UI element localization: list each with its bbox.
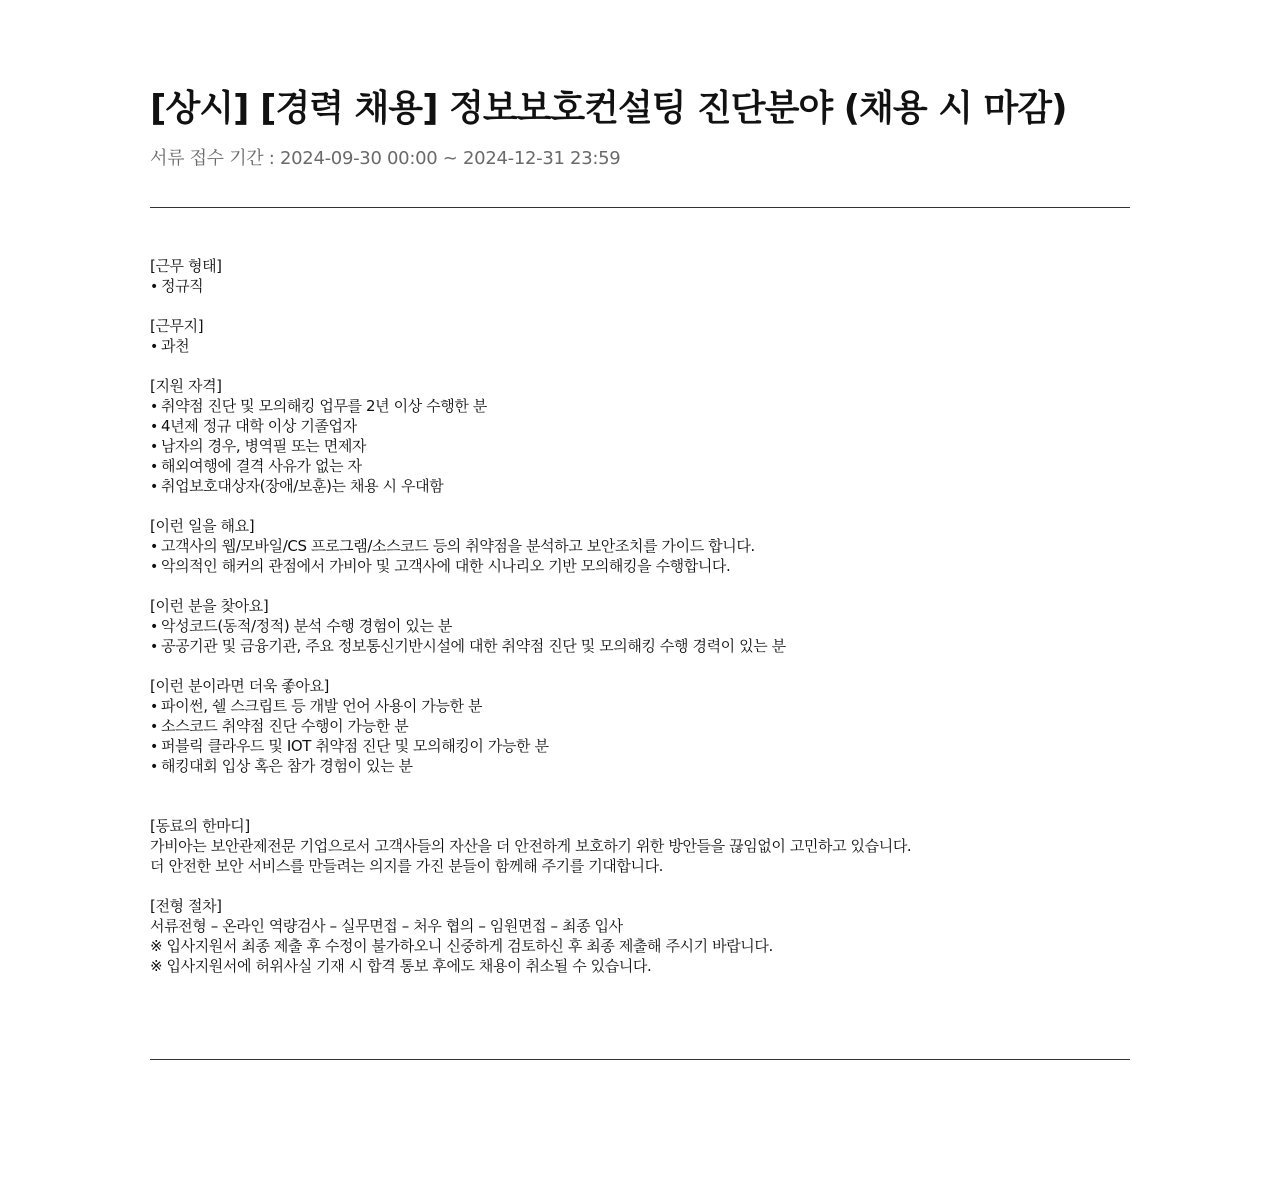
section-heading: [근무지] <box>150 317 204 335</box>
list-item: • 퍼블릭 클라우드 및 IOT 취약점 진단 및 모의해킹이 가능한 분 <box>150 736 1130 756</box>
list-item: • 해외여행에 결격 사유가 없는 자 <box>150 456 1130 476</box>
list-item: • 악의적인 해커의 관점에서 가비아 및 고객사에 대한 시나리오 기반 모의해킹을 수행합니다. <box>150 556 1130 576</box>
list-item: • 4년제 정규 대학 이상 기졸업자 <box>150 416 1130 436</box>
list-item: • 공공기관 및 금융기관, 주요 정보통신기반시설에 대한 취약점 진단 및 모의해킹 수행 경력이 있는 분 <box>150 636 1130 656</box>
section-work-type <box>150 256 1130 296</box>
list-item: • 소스코드 취약점 진단 수행이 가능한 분 <box>150 716 1130 736</box>
list-item: • 해킹대회 입상 혹은 참가 경험이 있는 분 <box>150 756 1130 776</box>
list-item: • 정규직 <box>150 276 1130 296</box>
list-item: • 과천 <box>150 336 1130 356</box>
list-item: • 취업보호대상자(장애/보훈)는 채용 시 우대함 <box>150 476 1130 496</box>
list-item: • 남자의 경우, 병역필 또는 면제자 <box>150 436 1130 456</box>
section-heading: [지원 자격] <box>150 377 222 395</box>
paragraph-line: 서류전형 – 온라인 역량검사 – 실무면접 – 처우 협의 – 임원면접 – 최종 입사 <box>150 917 623 935</box>
application-period: 서류 접수 기간 : 2024-09-30 00:00 ~ 2024-12-31 23:59 <box>150 148 621 169</box>
top-divider <box>150 207 1130 208</box>
section-heading: [근무 형태] <box>150 257 222 275</box>
bottom-divider <box>150 1059 1130 1060</box>
paragraph-line: 가비아는 보안관제전문 기업으로서 고객사들의 자산을 더 안전하게 보호하기 위한 방안들을 끊임없이 고민하고 있습니다. <box>150 837 912 855</box>
section-colleague-message <box>150 816 1130 876</box>
page-title: [상시] [경력 채용] 정보보호컨설팅 진단분야 (채용 시 마감) <box>150 88 1067 129</box>
list-item: • 파이썬, 쉘 스크립트 등 개발 언어 사용이 가능한 분 <box>150 696 1130 716</box>
notice-line: ※ 입사지원서에 허위사실 기재 시 합격 통보 후에도 채용이 취소될 수 있습니다. <box>150 957 652 975</box>
section-requirements <box>150 596 1130 656</box>
section-preferred <box>150 676 1130 776</box>
section-heading: [이런 분이라면 더욱 좋아요] <box>150 677 329 695</box>
list-item: • 악성코드(동적/정적) 분석 수행 경험이 있는 분 <box>150 616 1130 636</box>
list-item: • 고객사의 웹/모바일/CS 프로그램/소스코드 등의 취약점을 분석하고 보안조치를 가이드 합니다. <box>150 536 1130 556</box>
notice-line: ※ 입사지원서 최종 제출 후 수정이 불가하오니 신중하게 검토하신 후 최종 제출해 주시기 바랍니다. <box>150 937 773 955</box>
section-hiring-process <box>150 896 1130 976</box>
section-heading: [전형 절차] <box>150 897 222 915</box>
period-label: 서류 접수 기간 <box>150 148 264 169</box>
section-heading: [이런 일을 해요] <box>150 517 255 535</box>
section-duties <box>150 516 1130 576</box>
section-work-location <box>150 316 1130 356</box>
period-value: 2024-09-30 00:00 ~ 2024-12-31 23:59 <box>279 148 621 169</box>
section-heading: [동료의 한마디] <box>150 817 250 835</box>
job-description <box>150 256 1130 996</box>
section-heading: [이런 분을 찾아요] <box>150 597 269 615</box>
section-qualifications <box>150 376 1130 496</box>
list-item: • 취약점 진단 및 모의해킹 업무를 2년 이상 수행한 분 <box>150 396 1130 416</box>
paragraph-line: 더 안전한 보안 서비스를 만들려는 의지를 가진 분들이 함께해 주기를 기대합니다. <box>150 857 664 875</box>
